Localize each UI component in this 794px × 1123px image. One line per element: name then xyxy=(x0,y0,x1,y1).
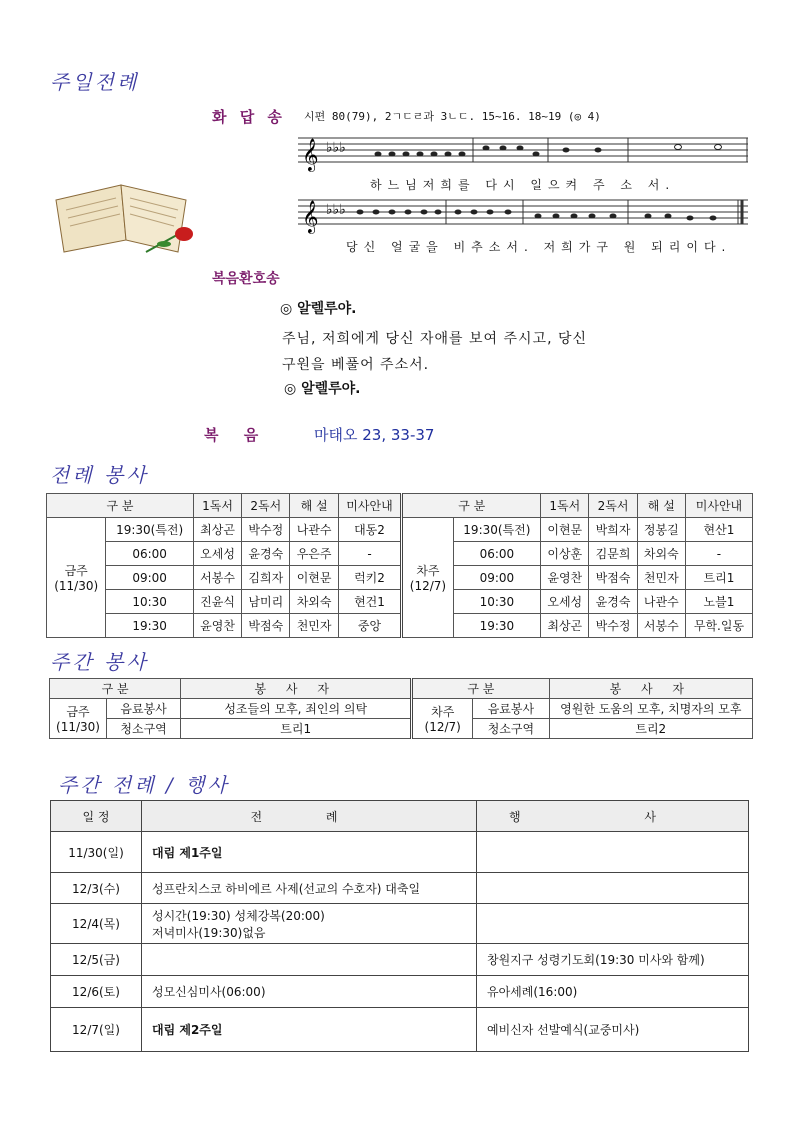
group-label: 금주 xyxy=(64,564,88,578)
event-activity: 유아세례(16:00) xyxy=(477,976,749,1008)
table-row xyxy=(47,614,753,638)
group-label: 금주 xyxy=(66,705,90,719)
event-activity: 창원지구 성령기도회(19:30 미사와 함께) xyxy=(477,944,749,976)
mass-guide: 중앙 xyxy=(338,614,402,638)
event-date: 12/7(일) xyxy=(51,1008,142,1052)
section-title-ministry: 전례 봉사 xyxy=(50,463,149,487)
reader-1: 최상곤 xyxy=(193,518,241,542)
ministry-header-commentary-next: 해 설 xyxy=(637,494,685,518)
psalm-staff-2 xyxy=(298,192,750,236)
mass-time: 10:30 xyxy=(453,590,541,614)
service-header-row xyxy=(50,679,753,699)
service-volunteer: 트리2 xyxy=(549,719,752,739)
event-activity: 예비신자 선발예식(교중미사) xyxy=(477,1008,749,1052)
table-row xyxy=(51,1008,749,1052)
event-liturgy: 대림 제1주일 xyxy=(142,832,477,873)
reader-1: 오세성 xyxy=(541,590,589,614)
reader-2: 박점숙 xyxy=(242,614,290,638)
commentator: 정봉길 xyxy=(637,518,685,542)
mass-guide: 트리1 xyxy=(685,566,752,590)
reader-2: 남미리 xyxy=(242,590,290,614)
mass-time: 19:30 xyxy=(453,614,541,638)
table-row xyxy=(50,719,753,739)
commentator: 우은주 xyxy=(290,542,338,566)
alleluia-verse-line-1: 주님, 저희에게 당신 자애를 보여 주시고, 당신 xyxy=(282,331,588,347)
alleluia-verse-line-2: 구원을 베풀어 주소서. xyxy=(282,357,430,373)
mass-time: 19:30 xyxy=(106,614,194,638)
events-table xyxy=(50,800,749,1052)
alleluia-response-1: ◎ 알렐루야. xyxy=(280,301,357,317)
reader-1: 이현문 xyxy=(541,518,589,542)
table-row xyxy=(50,699,753,719)
event-activity xyxy=(477,873,749,904)
event-liturgy: 성시간(19:30) 성체강복(20:00) xyxy=(152,908,325,923)
group-label: 차주 xyxy=(431,705,455,719)
commentator: 나관수 xyxy=(637,590,685,614)
service-table xyxy=(49,678,753,739)
event-liturgy-cell xyxy=(142,904,477,944)
event-liturgy xyxy=(142,944,477,976)
ministry-header-reading1: 1독서 xyxy=(193,494,241,518)
table-row xyxy=(47,590,753,614)
group-date: (11/30) xyxy=(54,579,99,593)
service-header-category: 구 분 xyxy=(50,679,181,699)
commentator: 이현문 xyxy=(290,566,338,590)
section-title-weekly-events: 주간 전례 / 행사 xyxy=(58,773,230,797)
mass-guide: - xyxy=(338,542,402,566)
group-label: 차주 xyxy=(416,564,440,578)
ministry-header-row xyxy=(47,494,753,518)
reader-2: 윤경숙 xyxy=(589,590,637,614)
event-date: 12/5(금) xyxy=(51,944,142,976)
table-row xyxy=(47,566,753,590)
table-row xyxy=(51,976,749,1008)
reader-2: 박점숙 xyxy=(589,566,637,590)
mass-time: 19:30(특전) xyxy=(453,518,541,542)
events-header-liturgy: 전 례 xyxy=(142,801,477,832)
section-title-weekly-service: 주간 봉사 xyxy=(50,650,149,674)
open-bible-rose-icon xyxy=(46,160,201,255)
event-liturgy: 성모신심미사(06:00) xyxy=(142,976,477,1008)
table-row xyxy=(51,904,749,944)
events-header-event: 행 사 xyxy=(477,801,749,832)
group-date: (12/7) xyxy=(409,579,447,593)
group-date: (11/30) xyxy=(56,720,100,734)
service-type: 청소구역 xyxy=(107,719,181,739)
psalm-staff-1 xyxy=(298,130,750,174)
reader-1: 최상곤 xyxy=(541,614,589,638)
mass-time: 10:30 xyxy=(106,590,194,614)
group-date: (12/7) xyxy=(424,720,461,734)
service-type: 청소구역 xyxy=(473,719,549,739)
ministry-table xyxy=(46,493,753,638)
service-header-volunteer: 봉 사 자 xyxy=(181,679,412,699)
mass-time: 06:00 xyxy=(453,542,541,566)
mass-guide: 대동2 xyxy=(338,518,402,542)
mass-guide: 현건1 xyxy=(338,590,402,614)
psalm-reference: 시편 80(79), 2ㄱㄷㄹ과 3ㄴㄷ. 15~16. 18~19 (◎ 4) xyxy=(304,110,601,123)
mass-time: 19:30(특전) xyxy=(106,518,194,542)
alleluia-label: 복음환호송 xyxy=(212,271,280,287)
table-row xyxy=(47,518,753,542)
svg-text:♭♭♭: ♭♭♭ xyxy=(326,202,346,218)
event-activity xyxy=(477,832,749,873)
reader-2: 박희자 xyxy=(589,518,637,542)
commentator: 서봉수 xyxy=(637,614,685,638)
event-liturgy: 대림 제2주일 xyxy=(142,1008,477,1052)
ministry-this-week xyxy=(47,518,106,638)
gospel-reference: 마태오 23, 33-37 xyxy=(314,426,435,444)
event-liturgy-note: 저녁미사(19:30)없음 xyxy=(152,925,266,940)
reader-1: 윤영찬 xyxy=(541,566,589,590)
commentator: 나관수 xyxy=(290,518,338,542)
psalm-lyric-1: 하느님저희를 다시 일으켜 주 소 서. xyxy=(370,178,676,192)
svg-text:𝄞: 𝄞 xyxy=(302,138,319,171)
ministry-header-commentary: 해 설 xyxy=(290,494,338,518)
event-activity xyxy=(477,904,749,944)
mass-guide: - xyxy=(685,542,752,566)
reader-2: 김희자 xyxy=(242,566,290,590)
service-this-week xyxy=(50,699,107,739)
alleluia-response-2: ◎ 알렐루야. xyxy=(284,381,361,397)
reader-2: 김문희 xyxy=(589,542,637,566)
reader-2: 박수정 xyxy=(242,518,290,542)
event-date: 12/3(수) xyxy=(51,873,142,904)
mass-guide: 무학.일동 xyxy=(685,614,752,638)
mass-guide: 럭키2 xyxy=(338,566,402,590)
ministry-header-reading2-next: 2독서 xyxy=(589,494,637,518)
svg-text:𝄞: 𝄞 xyxy=(302,200,319,233)
service-volunteer: 영원한 도움의 모후, 치명자의 모후 xyxy=(549,699,752,719)
service-volunteer: 성조들의 모후, 죄인의 의탁 xyxy=(181,699,412,719)
reader-2: 윤경숙 xyxy=(242,542,290,566)
mass-time: 09:00 xyxy=(106,566,194,590)
table-row xyxy=(47,542,753,566)
table-row xyxy=(51,944,749,976)
event-liturgy: 성프란치스코 하비에르 사제(선교의 수호자) 대축일 xyxy=(142,873,477,904)
svg-text:♭♭♭: ♭♭♭ xyxy=(326,140,346,156)
reader-1: 오세성 xyxy=(193,542,241,566)
ministry-header-reading1-next: 1독서 xyxy=(541,494,589,518)
event-date: 12/4(목) xyxy=(51,904,142,944)
event-date: 12/6(토) xyxy=(51,976,142,1008)
gospel-label: 복 음 xyxy=(204,426,269,444)
reader-1: 윤영찬 xyxy=(193,614,241,638)
section-title-liturgy: 주일전례 xyxy=(50,70,140,94)
service-header-volunteer-next: 봉 사 자 xyxy=(549,679,752,699)
commentator: 차외숙 xyxy=(290,590,338,614)
ministry-header-guide-next: 미사안내 xyxy=(685,494,752,518)
ministry-header-category-next: 구 분 xyxy=(402,494,541,518)
psalm-lyric-2: 당신 얼굴을 비추소서. 저희가구 원 되리이다. xyxy=(346,240,732,254)
mass-time: 09:00 xyxy=(453,566,541,590)
mass-time: 06:00 xyxy=(106,542,194,566)
mass-guide: 현산1 xyxy=(685,518,752,542)
commentator: 천민자 xyxy=(637,566,685,590)
reader-1: 서봉수 xyxy=(193,566,241,590)
reader-1: 이상훈 xyxy=(541,542,589,566)
ministry-header-reading2: 2독서 xyxy=(242,494,290,518)
service-header-category-next: 구 분 xyxy=(412,679,549,699)
service-next-week xyxy=(412,699,473,739)
event-date: 11/30(일) xyxy=(51,832,142,873)
ministry-next-week xyxy=(402,518,453,638)
service-volunteer: 트리1 xyxy=(181,719,412,739)
commentator: 천민자 xyxy=(290,614,338,638)
service-type: 음료봉사 xyxy=(473,699,549,719)
events-header-date: 일 정 xyxy=(51,801,142,832)
psalm-label: 화 답 송 xyxy=(212,108,286,126)
events-header-row xyxy=(51,801,749,832)
commentator: 차외숙 xyxy=(637,542,685,566)
ministry-header-guide: 미사안내 xyxy=(338,494,402,518)
service-type: 음료봉사 xyxy=(107,699,181,719)
reader-1: 진윤식 xyxy=(193,590,241,614)
mass-guide: 노블1 xyxy=(685,590,752,614)
reader-2: 박수정 xyxy=(589,614,637,638)
ministry-header-category: 구 분 xyxy=(47,494,194,518)
table-row xyxy=(51,873,749,904)
table-row xyxy=(51,832,749,873)
